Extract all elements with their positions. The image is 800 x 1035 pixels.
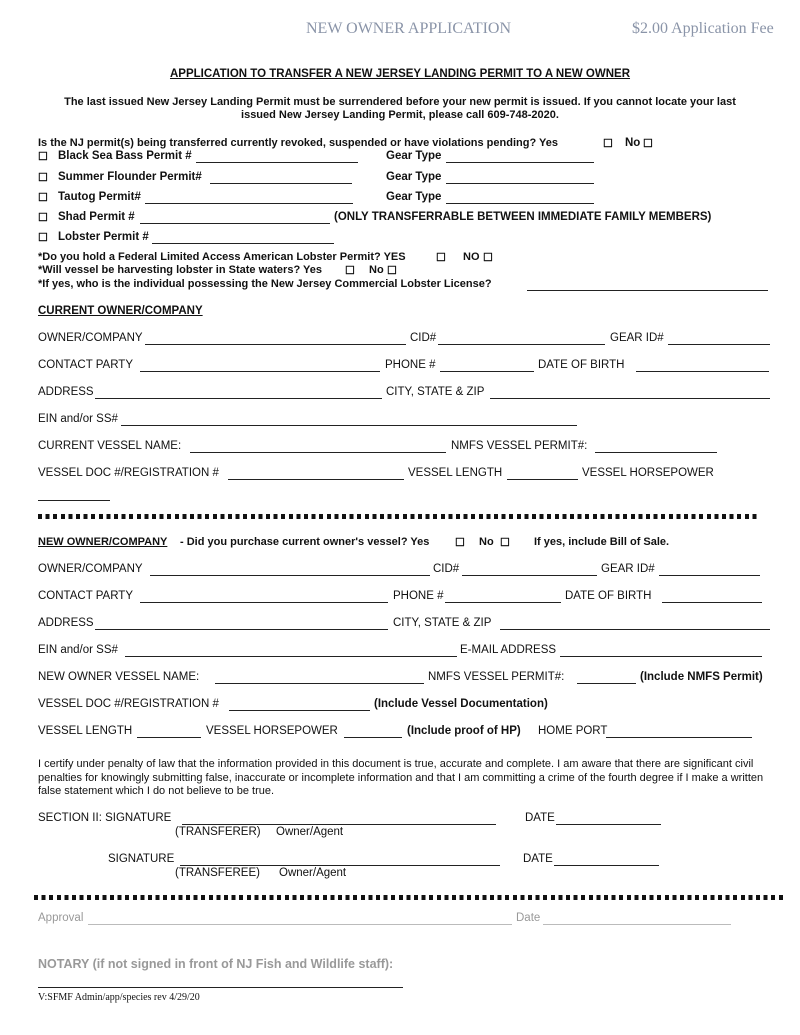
current-nmfs-field[interactable]: [595, 440, 717, 453]
summer-flounder-checkbox[interactable]: ☐: [38, 172, 48, 184]
purchase-no-label: No: [479, 536, 494, 548]
new-vessel-name-field[interactable]: [215, 671, 424, 684]
federal-lobster-no-checkbox[interactable]: ☐: [483, 252, 493, 264]
approval-field[interactable]: [88, 912, 512, 925]
new-hp-field[interactable]: [344, 725, 402, 738]
new-gear-id-field[interactable]: [659, 563, 760, 576]
black-sea-bass-gear-field[interactable]: [446, 150, 594, 163]
tautog-label: Tautog Permit#: [58, 191, 141, 203]
summer-flounder-permit-field[interactable]: [210, 171, 352, 184]
owner-agent-label: Owner/Agent: [276, 826, 344, 838]
purchase-no-checkbox[interactable]: ☐: [500, 537, 510, 549]
approval-label: Approval: [38, 912, 84, 924]
summer-flounder-label: Summer Flounder Permit#: [58, 171, 202, 183]
hp-note: (Include proof of HP): [407, 725, 521, 737]
new-owner-label: OWNER/COMPANY: [38, 563, 143, 575]
purchase-question: - Did you purchase current owner's vessel? Yes: [180, 536, 430, 548]
purchase-yes-checkbox[interactable]: ☐: [455, 537, 465, 549]
revision-footer: V:SFMF Admin/app/species rev 4/29/20: [38, 992, 200, 1003]
notice-line-1: The last issued New Jersey Landing Permit must be surrendered before your new permit is issued. If you cannot locate your last: [64, 96, 736, 108]
new-vessel-name-label: NEW OWNER VESSEL NAME:: [38, 671, 200, 683]
new-length-label: VESSEL LENGTH: [38, 725, 133, 737]
current-phone-field[interactable]: [440, 359, 534, 372]
new-ein-field[interactable]: [125, 644, 457, 657]
transferee-date-field[interactable]: [554, 853, 659, 866]
tautog-checkbox[interactable]: ☐: [38, 192, 48, 204]
federal-lobster-question: *Do you hold a Federal Limited Access American Lobster Permit? YES: [38, 251, 406, 263]
new-address-label: ADDRESS: [38, 617, 94, 629]
state-waters-no-label: No: [369, 264, 384, 276]
new-cid-field[interactable]: [462, 563, 597, 576]
current-dob-label: DATE OF BIRTH: [538, 359, 625, 371]
current-owner-heading: CURRENT OWNER/COMPANY: [38, 305, 203, 317]
current-length-field[interactable]: [507, 467, 578, 480]
current-contact-field[interactable]: [140, 359, 380, 372]
gear-type-label: Gear Type: [386, 171, 442, 183]
form-header-title: NEW OWNER APPLICATION: [306, 20, 512, 37]
new-length-field[interactable]: [137, 725, 201, 738]
black-sea-bass-checkbox[interactable]: ☐: [38, 151, 48, 163]
home-port-label: HOME PORT: [538, 725, 608, 737]
new-nmfs-field[interactable]: [577, 671, 636, 684]
transferee-signature-label: SIGNATURE: [108, 853, 175, 865]
current-length-label: VESSEL LENGTH: [408, 467, 503, 479]
notary-field[interactable]: [38, 975, 403, 988]
new-dob-field[interactable]: [662, 590, 762, 603]
transferer-signature-field[interactable]: [182, 812, 496, 825]
black-sea-bass-label: Black Sea Bass Permit #: [58, 150, 192, 162]
transferee-label: (TRANSFEREE): [175, 867, 260, 879]
new-contact-label: CONTACT PARTY: [38, 590, 133, 602]
current-city-field[interactable]: [490, 386, 770, 399]
transferee-signature-field[interactable]: [180, 853, 500, 866]
federal-lobster-no-label: NO: [463, 251, 480, 263]
revoked-no-label: No: [625, 137, 641, 149]
new-city-label: CITY, STATE & ZIP: [393, 617, 492, 629]
bill-of-sale-note: If yes, include Bill of Sale.: [534, 536, 670, 548]
new-gear-id-label: GEAR ID#: [601, 563, 655, 575]
summer-flounder-gear-field[interactable]: [446, 171, 594, 184]
new-owner-field[interactable]: [150, 563, 430, 576]
gear-type-label: Gear Type: [386, 191, 442, 203]
current-owner-label: OWNER/COMPANY: [38, 332, 143, 344]
notice-line-2: issued New Jersey Landing Permit, please call 609-748-2020.: [241, 109, 559, 121]
gear-type-label: Gear Type: [386, 150, 442, 162]
new-dob-label: DATE OF BIRTH: [565, 590, 652, 602]
new-ein-label: EIN and/or SS#: [38, 644, 118, 656]
tautog-permit-field[interactable]: [145, 191, 353, 204]
new-phone-label: PHONE #: [393, 590, 444, 602]
transferer-date-field[interactable]: [556, 812, 661, 825]
certification-text: I certify under penalty of law that the information provided in this document is true, accurate and complete. I am aware that there are significant civil penalties for knowingly submitting false, inaccurate or incomplete information and that I am committing a crime of the fourth degree if I make a written false statement which I do not believe to be true.: [38, 758, 764, 797]
new-cid-label: CID#: [433, 563, 460, 575]
black-sea-bass-permit-field[interactable]: [196, 150, 358, 163]
document-title: [0, 68, 800, 80]
new-address-field[interactable]: [95, 617, 388, 630]
lobster-license-question: *If yes, who is the individual possessing the New Jersey Commercial Lobster License?: [38, 278, 492, 290]
new-doc-label: VESSEL DOC #/REGISTRATION #: [38, 698, 219, 710]
tautog-gear-field[interactable]: [446, 191, 594, 204]
approval-date-label: Date: [516, 912, 541, 924]
new-email-field[interactable]: [560, 644, 762, 657]
lobster-checkbox[interactable]: ☐: [38, 232, 48, 244]
current-ein-label: EIN and/or SS#: [38, 413, 118, 425]
current-cid-field[interactable]: [438, 332, 605, 345]
new-phone-field[interactable]: [445, 590, 561, 603]
current-gear-id-label: GEAR ID#: [610, 332, 664, 344]
transferer-date-label: DATE: [525, 812, 555, 824]
current-contact-label: CONTACT PARTY: [38, 359, 133, 371]
current-cid-label: CID#: [410, 332, 437, 344]
state-waters-yes-checkbox[interactable]: ☐: [345, 265, 355, 277]
lobster-permit-field[interactable]: [152, 231, 334, 244]
revoked-question: Is the NJ permit(s) being transferred currently revoked, suspended or have violations pending? Yes: [38, 137, 558, 149]
state-waters-no-checkbox[interactable]: ☐: [387, 265, 397, 277]
shad-note: (ONLY TRANSFERRABLE BETWEEN IMMEDIATE FAMILY MEMBERS): [334, 211, 712, 223]
approval-date-field[interactable]: [543, 912, 731, 925]
current-vessel-name-field[interactable]: [190, 440, 446, 453]
current-address-label: ADDRESS: [38, 386, 94, 398]
current-owner-field[interactable]: [145, 332, 406, 345]
federal-lobster-yes-checkbox[interactable]: ☐: [436, 252, 446, 264]
current-city-label: CITY, STATE & ZIP: [386, 386, 485, 398]
lobster-label: Lobster Permit #: [58, 231, 149, 243]
new-nmfs-label: NMFS VESSEL PERMIT#:: [428, 671, 565, 683]
section-divider: [38, 514, 758, 519]
current-doc-label: VESSEL DOC #/REGISTRATION #: [38, 467, 219, 479]
current-hp-label: VESSEL HORSEPOWER: [582, 467, 714, 479]
new-owner-heading: NEW OWNER/COMPANY: [38, 536, 168, 548]
current-phone-label: PHONE #: [385, 359, 436, 371]
revoked-yes-checkbox[interactable]: ☐: [603, 138, 613, 150]
current-vessel-name-label: CURRENT VESSEL NAME:: [38, 440, 182, 452]
current-doc-field[interactable]: [228, 467, 404, 480]
transferer-signature-label: SECTION II: SIGNATURE: [38, 812, 172, 824]
new-hp-label: VESSEL HORSEPOWER: [206, 725, 338, 737]
new-doc-field[interactable]: [229, 698, 370, 711]
home-port-field[interactable]: [606, 725, 752, 738]
new-contact-field[interactable]: [140, 590, 388, 603]
nmfs-note: (Include NMFS Permit): [640, 671, 763, 683]
notary-label: NOTARY (if not signed in front of NJ Fish and Wildlife staff):: [38, 957, 394, 971]
revoked-no-checkbox[interactable]: ☐: [643, 138, 653, 150]
transferer-label: (TRANSFERER): [175, 826, 261, 838]
shad-permit-field[interactable]: [140, 211, 330, 224]
document-title-text: APPLICATION TO TRANSFER A NEW JERSEY LANDING PERMIT TO A NEW OWNER: [169, 68, 631, 80]
transferee-date-label: DATE: [523, 853, 553, 865]
current-dob-field[interactable]: [636, 359, 769, 372]
new-city-field[interactable]: [500, 617, 770, 630]
state-waters-question: *Will vessel be harvesting lobster in State waters? Yes: [38, 264, 322, 276]
shad-checkbox[interactable]: ☐: [38, 212, 48, 224]
office-use-divider: [34, 895, 784, 900]
current-nmfs-label: NMFS VESSEL PERMIT#:: [451, 440, 588, 452]
owner-agent-label: Owner/Agent: [279, 867, 347, 879]
current-address-field[interactable]: [95, 386, 382, 399]
current-ein-field[interactable]: [121, 413, 577, 426]
lobster-license-field[interactable]: [527, 278, 768, 291]
new-email-label: E-MAIL ADDRESS: [460, 644, 557, 656]
current-gear-id-field[interactable]: [668, 332, 770, 345]
current-hp-field[interactable]: [38, 488, 110, 501]
doc-note: (Include Vessel Documentation): [374, 698, 548, 710]
application-fee: $2.00 Application Fee: [632, 20, 774, 37]
shad-label: Shad Permit #: [58, 211, 135, 223]
